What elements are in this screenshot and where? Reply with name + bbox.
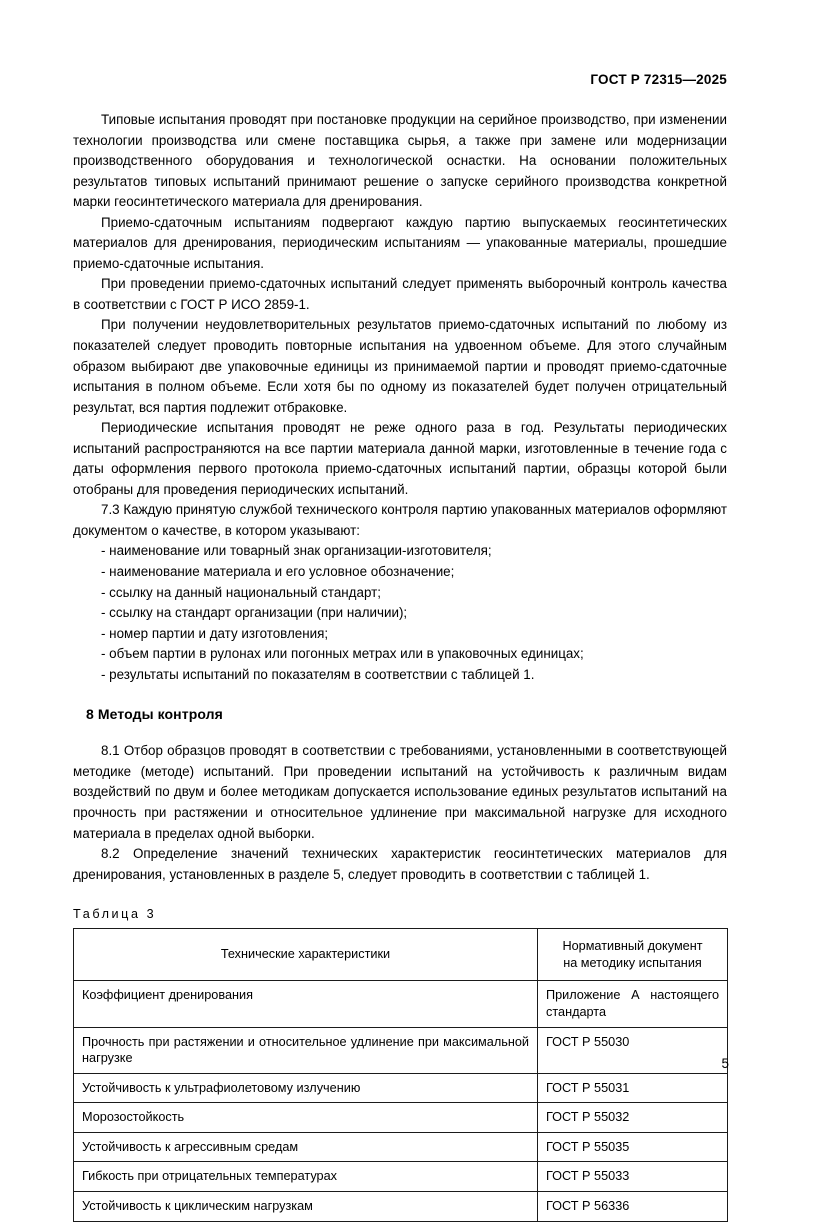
table-row: [74, 981, 728, 1027]
list-item: - номер партии и дату изготовления;: [101, 625, 329, 641]
cell-normative-document: ГОСТ Р 55031: [538, 1073, 728, 1103]
table-body: [74, 981, 728, 1221]
table-row: [74, 1162, 728, 1192]
cell-normative-document: ГОСТ Р 55032: [538, 1103, 728, 1133]
cell-characteristic: Устойчивость к циклическим нагрузкам: [74, 1192, 538, 1222]
list-item: - наименование или товарный знак организации-изготовителя;: [101, 543, 492, 559]
list-item: - ссылку на данный национальный стандарт;: [101, 584, 381, 600]
table-row: [74, 1073, 728, 1103]
paragraph-type-tests: Типовые испытания проводят при постановке продукции на серийное производство, при изменении технологии производства или смене поставщика сырья, а также при замене или модернизации производственного оборудования и технологической оснастки. На основании положительных результатов типовых испытаний принимают решение о запуске серийного производства конкретной марки геосинтетического материала для дренирования.: [73, 112, 727, 210]
running-header-standard-number: ГОСТ Р 72315—2025: [590, 72, 727, 87]
cell-normative-document: ГОСТ Р 55035: [538, 1132, 728, 1162]
cell-characteristic: Прочность при растяжении и относительное удлинение при максимальной нагрузке: [74, 1027, 538, 1073]
section-heading-8: 8 Методы контроля: [86, 706, 223, 723]
cell-normative-document: ГОСТ Р 55033: [538, 1162, 728, 1192]
list-item: - результаты испытаний по показателям в соответствии с таблицей 1.: [101, 666, 535, 682]
table-row: [74, 1103, 728, 1133]
cell-characteristic: Коэффициент дренирования: [74, 981, 538, 1027]
table-row: [74, 1132, 728, 1162]
table-head: [74, 929, 728, 981]
cell-characteristic: Устойчивость к ультрафиолетовому излучению: [74, 1073, 538, 1103]
paragraph-unsatisfactory-results: При получении неудовлетворительных результатов приемо-сдаточных испытаний по любому из показателей следует проводить повторные испытания на удвоенном объеме. Для этого случайным образом выбирают две упаковочные единицы из принимаемой партии и проводят приемо-сдаточные испытания в полном объеме. Если хотя бы по одному из показателей будет получен отрицательный результат, вся партия подлежит отбраковке.: [73, 317, 727, 415]
table-header-row: [74, 929, 728, 981]
paragraph-clause-8-1: 8.1 Отбор образцов проводят в соответствии с требованиями, установленными в соответствующей методике (методе) испытаний. При проведении испытаний на устойчивость к различным видам воздействий по двум и более методикам допускается использование единых результатов испытаний на прочность при растяжении и относительное удлинение при максимальной нагрузке для исходного материала в пределах одной выборки.: [73, 743, 727, 841]
paragraph-acceptance-tests: Приемо-сдаточным испытаниям подвергают каждую партию выпускаемых геосинтетических материалов для дренирования, периодическим испытаниям — упакованные материалы, прошедшие приемо-сдаточные испытания.: [73, 214, 727, 271]
paragraph-clause-7-3: 7.3 Каждую принятую службой технического контроля партию упакованных материалов оформляют документом о качестве, в котором указывают:: [73, 502, 727, 538]
cell-normative-document: Приложение А настоящего стандарта: [538, 981, 728, 1027]
page-number: 5: [721, 1056, 729, 1071]
table-row: [74, 1027, 728, 1073]
table-caption: Таблица 3: [73, 907, 157, 922]
spacer: [73, 685, 727, 706]
cell-normative-document: ГОСТ Р 55030: [538, 1027, 728, 1073]
column-header-characteristics: Технические характеристики: [74, 929, 538, 981]
column-header-normative-document: [538, 929, 728, 981]
spacer: [73, 921, 727, 928]
page-content: [73, 110, 727, 1222]
spacer: [73, 885, 727, 907]
list-item: - наименование материала и его условное обозначение;: [101, 564, 455, 580]
cell-characteristic: Морозостойкость: [74, 1103, 538, 1133]
paragraph-sampling-control: При проведении приемо-сдаточных испытаний следует применять выборочный контроль качества в соответствии с ГОСТ Р ИСО 2859-1.: [73, 276, 727, 312]
list-item: - ссылку на стандарт организации (при наличии);: [101, 605, 408, 621]
spacer: [73, 722, 727, 741]
paragraph-clause-8-2: 8.2 Определение значений технических характеристик геосинтетических материалов для дренирования, установленных в разделе 5, следует проводить в соответствии с таблицей 1.: [73, 846, 727, 882]
cell-normative-document: ГОСТ Р 56336: [538, 1192, 728, 1222]
cell-characteristic: Устойчивость к агрессивным средам: [74, 1132, 538, 1162]
cell-characteristic: Гибкость при отрицательных температурах: [74, 1162, 538, 1192]
control-methods-table: [73, 928, 728, 1222]
column-header-line-2: на методику испытания: [563, 955, 702, 970]
column-header-line-1: Нормативный документ: [562, 939, 703, 954]
table-row: [74, 1192, 728, 1222]
paragraph-periodic-tests: Периодические испытания проводят не реже одного раза в год. Результаты периодических испытаний распространяются на все партии материала данной марки, изготовленные в течение года с даты оформления первого протокола приемо-сдаточных испытаний партии, образцы которой были отобраны для проведения периодических испытаний.: [73, 420, 727, 497]
list-item: - объем партии в рулонах или погонных метрах или в упаковочных единицах;: [101, 646, 584, 662]
quality-document-items-list: [73, 541, 727, 685]
